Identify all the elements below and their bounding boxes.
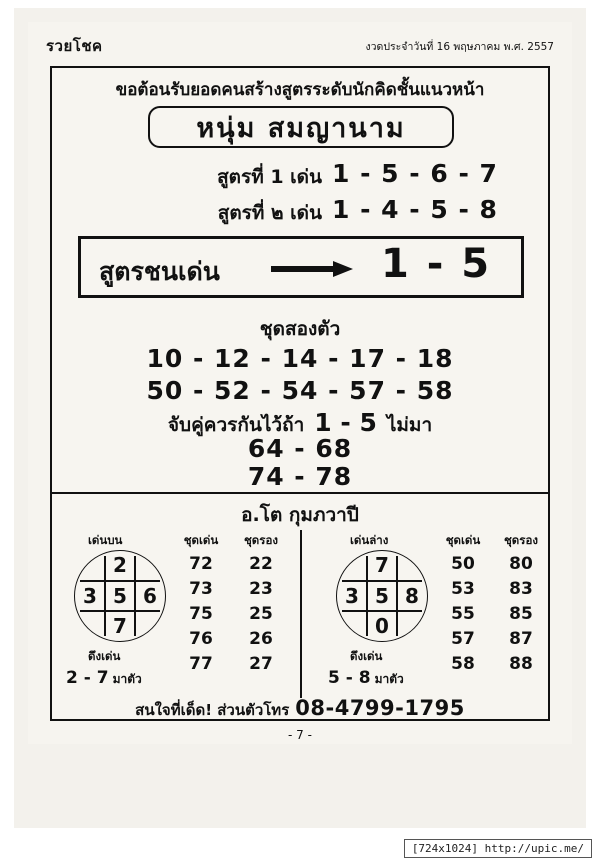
grid-cell-left-left-panel: 3 (83, 584, 97, 608)
pair-row-2: 74 - 78 (247, 462, 353, 491)
pair-row-1: 64 - 68 (247, 434, 353, 463)
main-pick-label: สูตรชนเด่น (99, 257, 220, 286)
grid-cell-bottom-right-panel: 0 (375, 614, 389, 638)
grid-cell-top-left-panel: 2 (113, 553, 127, 577)
issue-date: งวดประจำวันที่ 16 พฤษภาคม พ.ศ. 2557 (365, 41, 554, 53)
author-name-box (148, 106, 454, 148)
formula-row-1 (52, 159, 548, 192)
grid-cell-top-right-panel: 7 (375, 553, 389, 577)
grid-cell-mid-right-panel: 5 (375, 584, 389, 608)
panel-caption-right: เด่นล่าง (350, 533, 389, 547)
col-header-right-1: ชุดเด่น (445, 533, 481, 547)
pair-middle: 1 - 5 (314, 408, 377, 437)
headline-text: ขอต้อนรับยอดคนสร้างสูตรระดับนักคิดชั้นแนวหน้า (115, 80, 485, 100)
two-digit-title: ชุดสองตัว (259, 318, 341, 340)
arrow-right-icon (271, 261, 357, 275)
contact-phone: 08-4799-1795 (295, 696, 465, 720)
section-divider (52, 492, 548, 494)
author-credit: อ.โต กุมภวาปี (241, 504, 359, 526)
col-values-right-1: 50 53 55 57 58 (451, 554, 475, 674)
formula-digits-2: 1 - 4 - 5 - 8 (332, 195, 498, 224)
contact-footer (52, 696, 548, 722)
two-digit-row-1: 10 - 12 - 14 - 17 - 18 (146, 344, 454, 373)
grid-cell-right-right-panel: 8 (405, 584, 419, 608)
col-values-left-1: 72 73 75 76 77 (189, 554, 213, 674)
contact-text: สนใจที่เด็ด! ส่วนตัวโทร (135, 701, 290, 719)
panel-upper-numbers (52, 530, 300, 698)
main-content-box (50, 66, 550, 721)
col-header-left-1: ชุดเด่น (183, 533, 219, 547)
circle-grid-right (336, 550, 428, 642)
col-header-right-2: ชุดรอง (504, 533, 538, 547)
scanned-sheet (14, 8, 586, 828)
circle-grid-left (74, 550, 166, 642)
paper-area (28, 22, 572, 744)
col-values-right-2: 80 83 85 87 88 (509, 554, 533, 674)
col-header-left-2: ชุดรอง (244, 533, 278, 547)
grid-cell-left-right-panel: 3 (345, 584, 359, 608)
grid-cell-bottom-left-panel: 7 (113, 614, 127, 638)
two-digit-row-2: 50 - 52 - 54 - 57 - 58 (146, 376, 454, 405)
formula-label-1: สูตรที่ 1 เด่น (217, 166, 322, 188)
main-pick-value: 1 - 5 (381, 241, 492, 287)
panels-area (52, 530, 548, 698)
author-name-text: หนุ่ม สมญานาม (196, 112, 406, 144)
pull-caption-left: ดึงเด่น (88, 649, 121, 663)
grid-cell-mid-left-panel: 5 (113, 584, 127, 608)
watermark-label: [724x1024] http://upic.me/ (404, 839, 592, 858)
page-number: - 7 - (288, 728, 312, 742)
formula-digits-1: 1 - 5 - 6 - 7 (332, 159, 498, 188)
formula-row-2 (52, 195, 548, 228)
panel-caption-left: เด่นบน (88, 533, 123, 547)
formula-label-2: สูตรที่ ๒ เด่น (217, 202, 322, 224)
col-values-left-2: 22 23 25 26 27 (249, 554, 273, 674)
pull-caption-right: ดึงเด่น (350, 649, 383, 663)
grid-cell-right-left-panel: 6 (143, 584, 157, 608)
pull-value-right: 5 - 8 มาตัว (328, 668, 404, 688)
pair-suffix: ไม่มา (386, 414, 433, 436)
main-pick-box (78, 236, 524, 298)
pull-value-left: 2 - 7 มาตัว (66, 668, 142, 688)
panel-lower-numbers (302, 530, 550, 698)
publication-title: รวยโชค (46, 37, 103, 55)
pair-prefix: จับคู่ควรกันไว้ถ้า (167, 414, 305, 436)
masthead (46, 34, 554, 58)
